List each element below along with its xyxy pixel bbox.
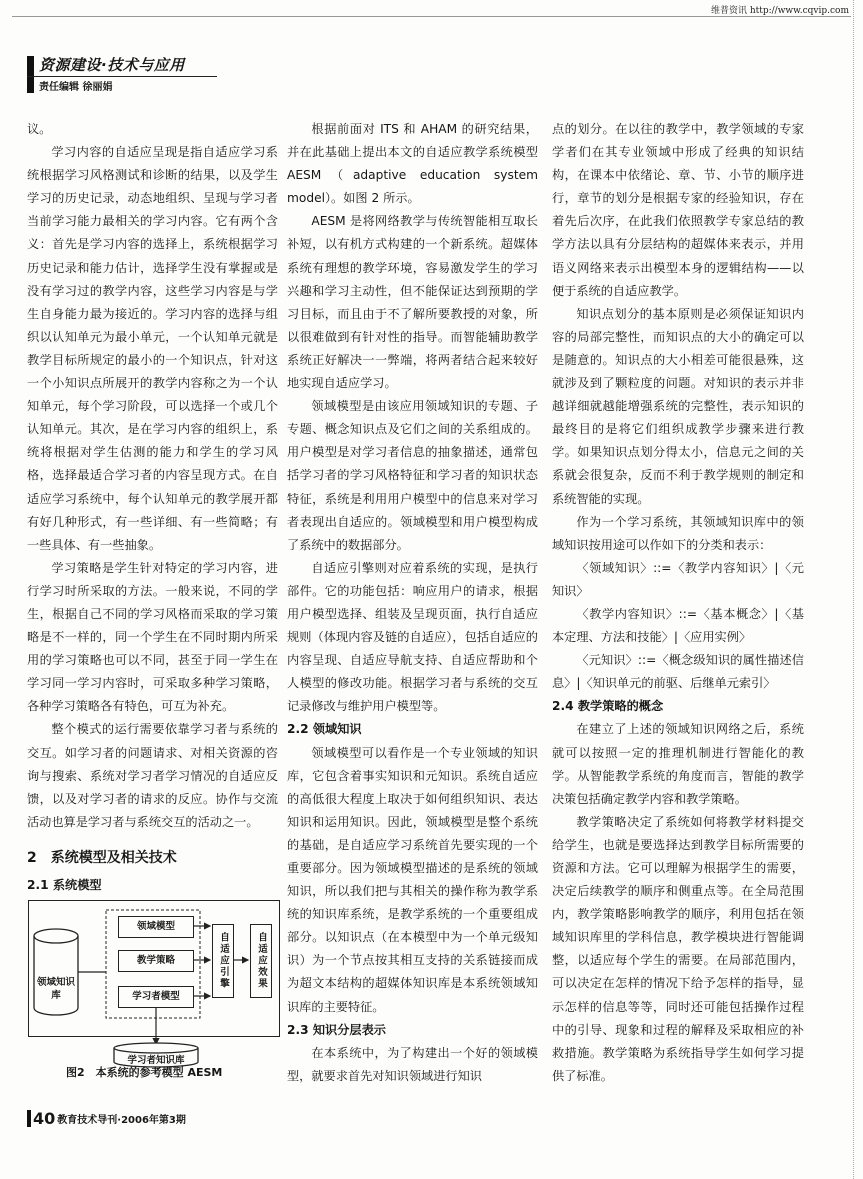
paragraph: 领域模型是由该应用领域知识的专题、子专题、概念知识点及它们之间的关系组成的。用户模型是对学习者信息的抽象描述，通常包括学习者的学习风格特征和学习者的知识状态特征，系统是利用用户模型中的信息来对学习者表现出自适应的。领域模型和用户模型构成了系统中的数据部分。 — [287, 399, 538, 552]
paragraph: 根据前面对 ITS 和 AHAM 的研究结果，并在此基础上提出本文的自适应教学系统模型 AESM（adaptive education system model）。如图 2 所示。 — [287, 122, 538, 206]
learner-model-box: 学习者模型 — [118, 986, 194, 1008]
domain-kb-label: 领域知识库 — [36, 977, 75, 1001]
paragraph: 教学策略决定了系统如何将教学材料提交给学生，也就是要选择达到教学目标所需要的资源和方法。它可以理解为根据学生的需要，决定后续教学的顺序和侧重点等。在全局范围内，教学策略影响教学的顺序，利用包括在领域知识库里的学科信息，教学模块进行智能调整，以适应每个学生的需要。在局部范围内，可以决定在怎样的情况下给予怎样的指导，显示怎样的信息等等，同时还可能包括操作过程中的引导、现象和过程的解释及采取相应的补救措施。教学策略为系统指导学生如何学习提供了标准。 — [552, 814, 804, 1083]
page-footer — [27, 1108, 186, 1128]
paragraph: 学习策略是学生针对特定的学习内容，进行学习时所采取的方法。一般来说，不同的学生，根据自己不同的学习风格而采取的学习策略是不一样的，同一个学生在不同时期内所采用的学习策略也可以不同，甚至于同一学生在学习同一学习内容时，可采取多种学习策略，各种学习策略各有特色，可互为补充。 — [27, 560, 278, 714]
paragraph: 自适应引擎则对应着系统的实现，是执行部件。它的功能包括：响应用户的请求，根据用户模型选择、组装及呈现页面，执行自适应规则（体现内容及链的自适应），包括自适应的内容呈现、自适应导航支持、自适应帮助和个人模型的修改功能。根据学习者与系统的交互记录修改与维护用户模型等。 — [287, 560, 538, 714]
figure-caption: 图2 本系统的参考模型 AESM — [66, 1066, 223, 1079]
paragraph: 领域模型可以看作是一个专业领域的知识库，它包含着事实知识和元知识。系统自适应的高低很大程度上取决于如何组织知识、表达知识和运用知识。因此，领域模型是整个系统的基础，是自适应学习系统首先要实现的一个重要部分。因为领域模型描述的是系统的领域知识，所以我们把与其相关的操作称为教学系统的知识库系统，是教学系统的一个重要组成部分。以知识点（在本模型中为一个单元级知识）为一个节点按其相互支持的关系链接而成为超文本结构的超媒体知识库是本系统领域知识库的主要特征。 — [287, 745, 538, 1014]
section-title: 资源建设·技术与应用 — [39, 56, 185, 74]
paragraph: 作为一个学习系统，其领域知识库中的领域知识按用途可以作如下的分类和表示： — [552, 514, 804, 552]
page-edge — [853, 0, 854, 1179]
section-heading: 2 系统模型及相关技术 — [27, 849, 177, 866]
paragraph: 知识点划分的基本原则是必须保证知识内容的局部完整性，而知识点的大小的确定可以是随意的。知识点的大小相差可能很悬殊，这就涉及到了颗粒度的问题。对知识的表示并非越详细就越能增强系统的完整性，表示知识的最终目的是将它们组织成教学步骤来进行教学。如果知识点划分得太小，信息元之间的关系就会很复杂，反而不利于教学规则的制定和系统智能的实现。 — [552, 306, 804, 506]
strategy-box: 教学策略 — [118, 950, 194, 972]
subsection-heading: 2.2 领域知识 — [287, 722, 362, 737]
column-2 — [287, 118, 538, 1088]
formula-line: 〈元知识〉::=〈概念级知识的属性描述信息〉|〈知识单元的前驱、后继单元索引〉 — [552, 653, 804, 691]
header-bar — [27, 56, 34, 93]
subsection-heading: 2.1 系统模型 — [27, 877, 102, 892]
paragraph: 整个模式的运行需要依靠学习者与系统的交互。如学习者的问题请求、对相关资源的咨询与搜索、系统对学习者学习情况的自适应反馈，以及对学习者的请求的反应。协作与交流活动也算是学习者与系统交互的活动之一。 — [27, 722, 278, 829]
formula-line: 〈教学内容知识〉::=〈基本概念〉|〈基本定理、方法和技能〉|〈应用实例〉 — [552, 606, 804, 645]
engine-box: 自适应引擎 — [212, 924, 234, 998]
learner-kb-label: 学习者知识库 — [127, 1055, 185, 1066]
editor-line: 责任编辑 徐丽娟 — [39, 82, 113, 93]
domain-model-box: 领域模型 — [118, 916, 194, 938]
paragraph: 点的划分。在以往的教学中，教学领域的专家学者们在其专业领域中形成了经典的知识结构，在课本中依绪论、章、节、小节的顺序进行，章节的划分是根据专家的经验知识，存在着先后次序，在此我们依照教学专家总结的教学方法以具有分层结构的超媒体来表示，并用语义网络来表示出模型本身的逻辑结构——以便于系统的自适应教学。 — [552, 122, 804, 298]
top-rule — [12, 16, 851, 17]
paragraph: 在本系统中，为了构建出一个好的领域模型，就要求首先对知识领域进行知识 — [287, 1045, 538, 1083]
header-rule — [27, 76, 217, 77]
paragraph: 学习内容的自适应呈现是指自适应学习系统根据学习风格测试和诊断的结果，以及学生学习的历史记录，动态地组织、呈现与学习者当前学习能力最相关的学习内容。它有两个含义：首先是学习内容的选择上，系统根据学习历史记录和能力估计，选择学生没有掌握或是没有学习过的教学内容，这些学习内容是与学生自身能力最为接近的。学习内容的选择与组织以认知单元为最小单元，一个认知单元就是教学目标所规定的最小的一个知识点，针对这一个小知识点所展开的教学内容称之为一个认知单元，每个学习阶段，可以选择一个或几个认知单元。其次，是在学习内容的组织上，系统将根据对学生估测的能力和学生的学习风格，选择最适合学习者的内容呈现方式。在自适应学习系统中，每个认知单元的教学展开都有好几种形式，有一些详细、有一些简略；有一些具体、有一些抽象。 — [27, 145, 278, 552]
paragraph: 在建立了上述的领域知识网络之后，系统就可以按照一定的推理机制进行智能化的教学。从智能教学系统的角度而言，智能的教学决策包括确定教学内容和教学策略。 — [552, 722, 804, 806]
watermark: 维普资讯 http://www.cqvip.com — [710, 6, 849, 16]
figure-aesm — [28, 896, 284, 1076]
subsection-heading: 2.3 知识分层表示 — [287, 1022, 386, 1037]
paragraph: 议。 — [27, 122, 52, 136]
journal-name: 教育技术导刊·2006年第3期 — [57, 1115, 186, 1126]
paragraph: AESM 是将网络教学与传统智能相互取长补短，以有机方式构建的一个新系统。超媒体系统有理想的教学环境，容易激发学生的学习兴趣和学习主动性，但不能保证达到预期的学习目标，而且由于不了解所要教授的对象，所以很难做到有针对性的指导。而智能辅助教学系统正好解决一一弊端，将两者结合起来较好地实现自适应学习。 — [287, 214, 538, 391]
column-3 — [552, 118, 804, 1088]
subsection-heading: 2.4 教学策略的概念 — [552, 699, 664, 714]
footer-bar — [27, 1110, 31, 1127]
column-1 — [27, 118, 278, 897]
effect-box: 自适应效果 — [250, 924, 272, 998]
page-number: 40 — [33, 1109, 56, 1128]
formula-line: 〈领域知识〉::=〈教学内容知识〉|〈元知识〉 — [552, 560, 804, 598]
